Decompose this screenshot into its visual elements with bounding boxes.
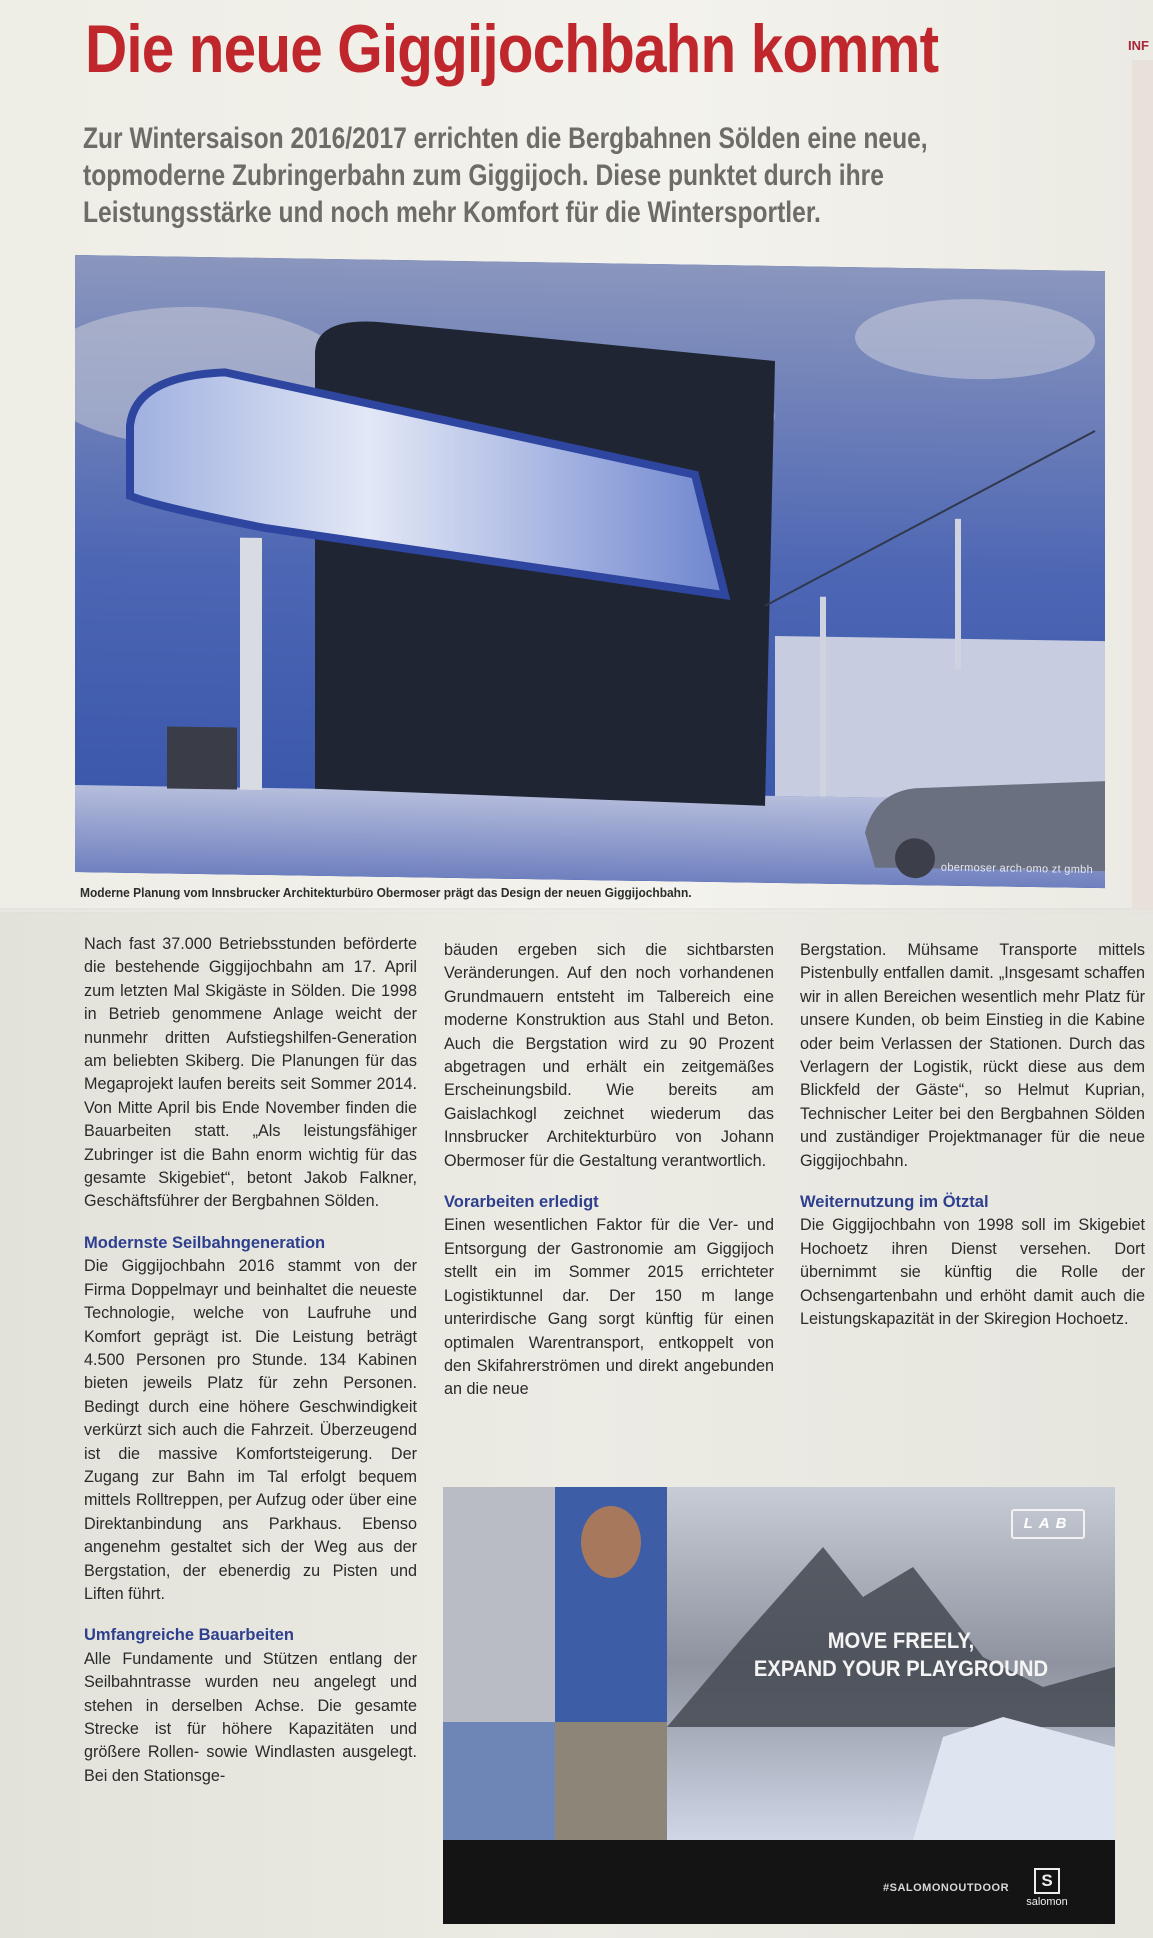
ad-footer-bar [443,1840,1115,1924]
side-annex [167,726,237,789]
ad-photo-shoe-tying [443,1722,555,1840]
article-lead: Zur Wintersaison 2016/2017 errichten die Bergbahnen Sölden eine neue, topmoderne Zubringerbahn zum Giggijoch. Diese punktet durch ihre Leistungsstärke und noch mehr Komfort für die Wintersportler. [83,122,928,229]
tower [955,519,961,669]
intro-paragraph: Nach fast 37.000 Betriebsstunden beförderte die bestehende Giggijochbahn am 17. April zum letzten Mal Skigäste in Sölden. Die 1998 in Betrieb genommene Anlage weicht der nunmehr dritten Aufstiegshilfen-Generation am beliebten Skiberg. Die Planungen für das Megaprojekt laufen bereits seit Sommer 2014. Von Mitte April bis Ende November finden die Bauarbeiten statt. „Als leistungsfähiger Zubringer ist die Bahn enorm wichtig für das gesamte Skigebiet“, betont Jakob Falkner, Geschäftsführer der Bergbahnen Sölden. [84,935,417,1211]
tower [820,597,826,797]
image-caption: Moderne Planung vom Innsbrucker Architekturbüro Obermoser prägt das Design der neuen Giggijochbahn. [80,885,692,900]
ad-photo-boot-on-rock [555,1722,667,1840]
paragraph-bergstation: Bergstation. Mühsame Transporte mittels Pistenbully entfallen damit. „Insgesamt schaffen wir in allen Bereichen wesentlich mehr Platz für unsere Kunden, ob beim Einstieg in die Kabine oder beim Verlassen der Stationen. Durch das Verlagern der Logistik, rückt diese aus dem Blickfeld der Gäste“, so Helmut Kuprian, Technischer Leiter bei den Bergbahnen Sölden und zuständiger Projektmanager für die neue Giggijochbahn. [800,941,1145,1170]
paragraph-seilbahngeneration: Die Giggijochbahn 2016 stammt von der Firma Doppelmayr und beinhaltet die neueste Technologie, welche von Laufruhe und Komfort geprägt ist. Die Leistung beträgt 4.500 Personen pro Stunde. 134 Kabinen bieten jeweils Platz für zehn Personen. Bedingt durch eine höhere Geschwindigkeit verkürzt sich auch die Fahrzeit. Überzeugend ist die massive Komfortsteigerung. Der Zugang zur Bahn im Tal erfolgt bequem mittels Rolltreppen, per Aufzug oder über eine Direktanbindung ans Parkhaus. Ebenso angenehm gestaltet sich der Weg aus der Bergstation, der ebenerdig zu Pisten und Liften führt. [84,1257,417,1603]
paragraph-stationsgebaeude: bäuden ergeben sich die sichtbarsten Veränderungen. Auf den noch vorhandenen Grundmauern entsteht im Talbereich eine moderne Konstruktion aus Stahl und Beton. Auch die Bergstation wird zu 90 Prozent abgetragen und erhält ein zeitgemäßes Erscheinungsbild. Wie bereits am Gaislachkogl zeichnet wiederum das Innsbrucker Architekturbüro von Johann Obermoser für die Gestaltung verantwortlich. [444,941,774,1170]
salomon-wordmark: salomon [1026,1896,1068,1908]
subheading-bauarbeiten: Umfangreiche Bauarbeiten [84,1626,294,1645]
hero-image [75,255,1105,888]
climber-face [581,1506,641,1578]
section-tag: INF [1128,38,1149,53]
subheading-seilbahngeneration: Modernste Seilbahngeneration [84,1233,326,1252]
salomon-s-icon: S [1034,1868,1060,1894]
paragraph-bauarbeiten: Alle Fundamente und Stützen entlang der Seilbahntrasse wurden neu angelegt und stehen in derselben Achse. Die gesamte Strecke ist für höhere Kapazitäten und größere Rollen- sowie Windlasten ausgelegt. Bei den Stationsge- [84,1649,417,1785]
page-fold-shadow [0,908,1153,914]
salomon-advertisement [443,1487,1115,1924]
ad-slogan-line-2: EXPAND YOUR PLAYGROUND [753,1656,1049,1681]
article-column-1 [84,933,417,1788]
image-credit: obermoser arch-omo zt gmbh [940,861,1093,876]
salomon-logo [1023,1868,1071,1908]
article-column-3 [800,939,1145,1332]
subheading-vorarbeiten: Vorarbeiten erledigt [444,1193,599,1212]
support-pillar [240,538,262,790]
paragraph-vorarbeiten: Einen wesentlichen Faktor für die Ver- und Entsorgung der Gastronomie am Giggijoch stellt ein im Sommer 2015 errichteter Logistiktunnel dar. Der 150 m lange unterirdische Gang sorgt künftig für einen optimalen Warentransport, entkoppelt von den Skifahrerströmen und direkt angebunden an die neue [444,1216,774,1399]
station-rendering [75,255,1105,888]
adjacent-page-edge [1132,60,1153,910]
lab-badge: LAB [1011,1509,1085,1539]
ad-slogan [708,1627,1094,1683]
article-headline: Die neue Giggijochbahn kommt [85,11,939,87]
paragraph-weiternutzung: Die Giggijochbahn von 1998 soll im Skigebiet Hochoetz ihren Dienst versehen. Dort übernimmt sie künftig die Rolle der Ochsengartenbahn und erhöht damit auch die Leistungskapazität in der Skiregion Hochoetz. [800,1216,1145,1329]
article-column-2 [444,939,774,1402]
ad-photo-hiker [443,1487,555,1722]
ad-slogan-line-1: MOVE FREELY, [827,1628,975,1653]
subheading-weiternutzung: Weiternutzung im Ötztal [800,1193,989,1212]
ad-hashtag: #SALOMONOUTDOOR [883,1882,1010,1894]
